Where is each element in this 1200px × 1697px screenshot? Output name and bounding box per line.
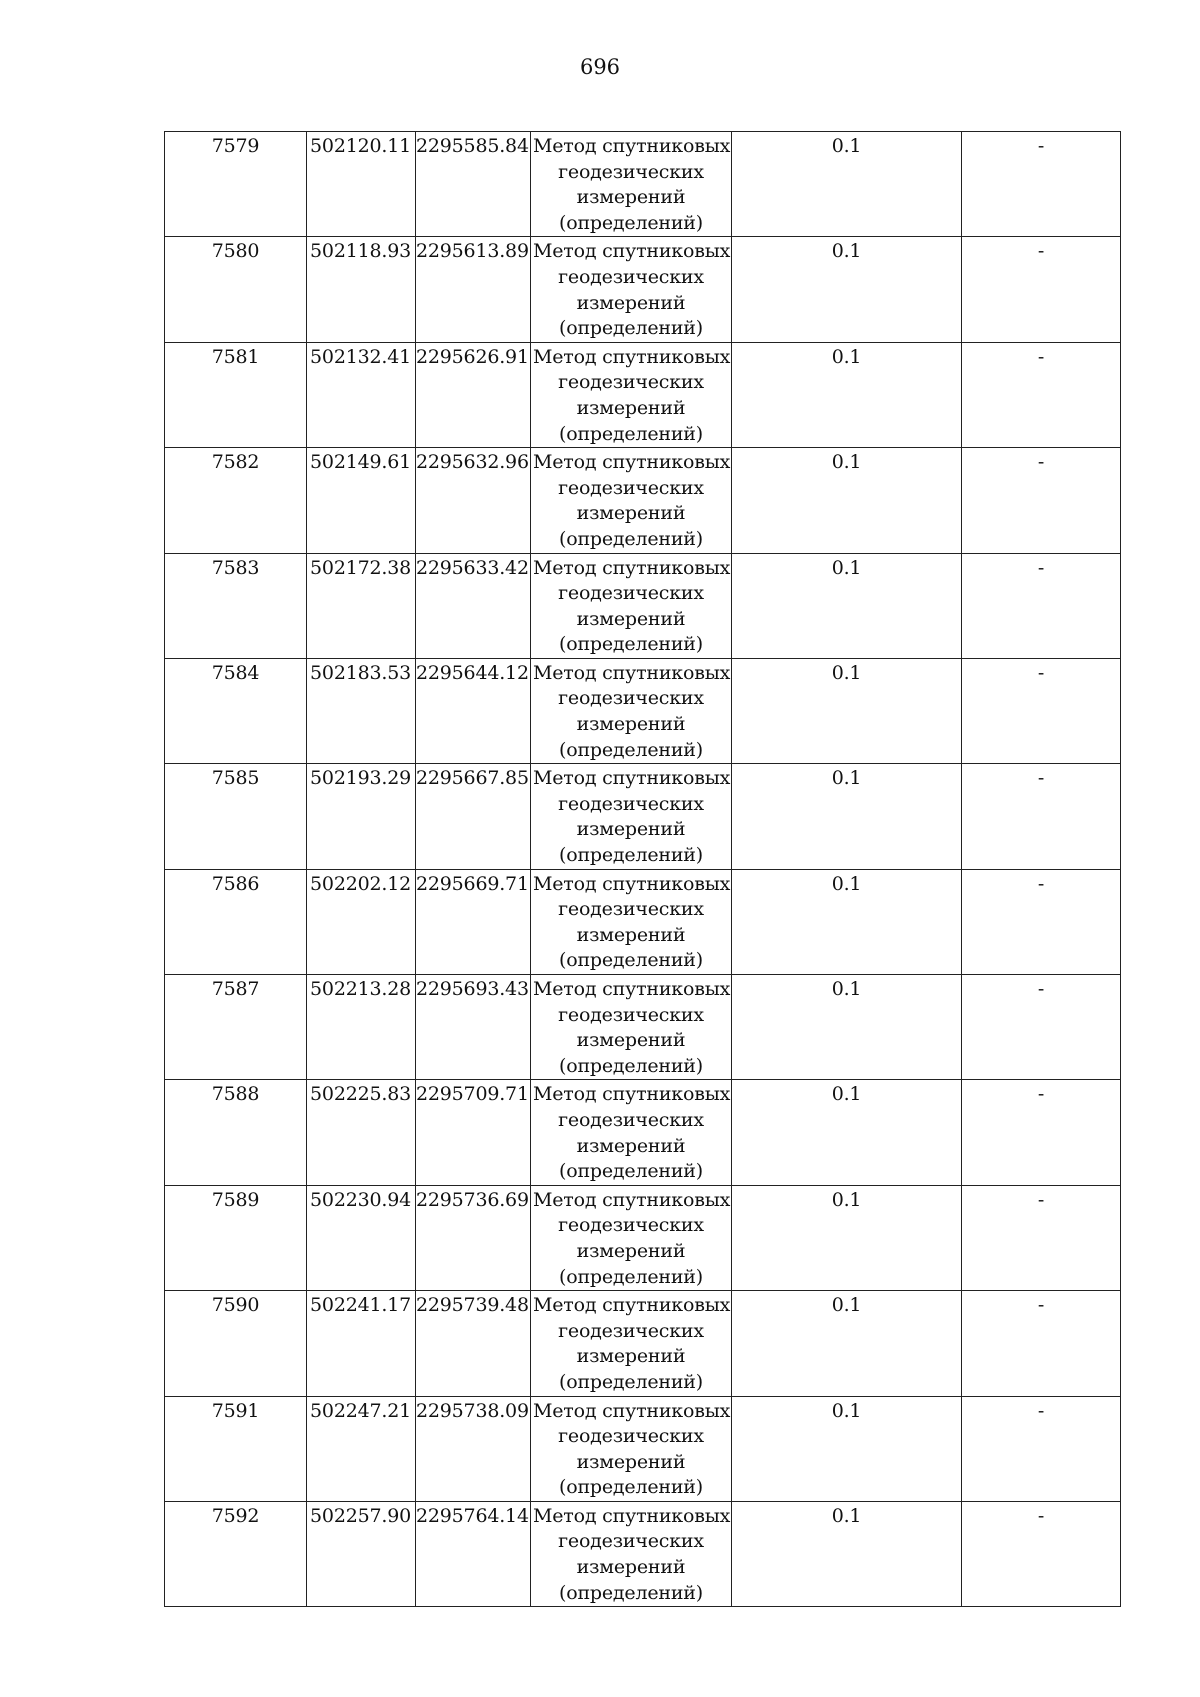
method-line: измерений (576, 713, 686, 736)
accuracy-cell: 0.1 (732, 132, 962, 237)
accuracy-cell: 0.1 (732, 553, 962, 658)
method-cell (531, 658, 732, 763)
accuracy-cell: 0.1 (732, 342, 962, 447)
method-line: (определений) (559, 527, 703, 550)
note-cell: - (962, 1501, 1121, 1606)
x-coordinate-cell: 502149.61 (307, 448, 416, 553)
x-coordinate-cell: 502183.53 (307, 658, 416, 763)
y-coordinate-cell: 2295626.91 (416, 342, 531, 447)
point-number-cell: 7589 (165, 1185, 307, 1290)
method-line: измерений (576, 502, 686, 525)
method-cell (531, 237, 732, 342)
method-line: (определений) (559, 211, 703, 234)
method-line: Метод спутниковых (533, 978, 731, 1000)
method-cell (531, 1501, 732, 1606)
method-line: геодезических (558, 792, 704, 815)
method-line: геодезических (558, 1319, 704, 1342)
table-row (165, 658, 1121, 763)
method-line: (определений) (559, 1370, 703, 1393)
method-line: Метод спутниковых (533, 556, 731, 579)
method-line: геодезических (558, 687, 704, 710)
accuracy-cell: 0.1 (732, 1501, 962, 1606)
method-line: (определений) (559, 633, 703, 656)
y-coordinate-cell: 2295667.85 (416, 764, 531, 869)
note-cell: - (962, 658, 1121, 763)
method-line: (определений) (559, 844, 703, 867)
method-line: Метод спутниковых (533, 240, 731, 263)
x-coordinate-cell: 502132.41 (307, 342, 416, 447)
point-number-cell: 7581 (165, 342, 307, 447)
method-line: Метод спутниковых (533, 345, 731, 368)
method-line: геодезических (558, 1530, 704, 1553)
point-number-cell: 7579 (165, 132, 307, 237)
method-line: измерений (576, 607, 686, 630)
method-line: измерений (576, 923, 686, 946)
method-line: измерений (576, 291, 686, 314)
accuracy-cell: 0.1 (732, 1396, 962, 1501)
x-coordinate-cell: 502172.38 (307, 553, 416, 658)
coordinates-table (164, 131, 1121, 1607)
method-line: геодезических (558, 1214, 704, 1237)
method-line: Метод спутниковых (533, 135, 731, 157)
method-line: (определений) (559, 422, 703, 445)
note-cell: - (962, 869, 1121, 974)
x-coordinate-cell: 502257.90 (307, 1501, 416, 1606)
method-line: Метод спутниковых (533, 1504, 731, 1527)
method-line: измерений (576, 1029, 686, 1052)
point-number-cell: 7590 (165, 1291, 307, 1396)
method-line: геодезических (558, 265, 704, 288)
method-line: измерений (576, 1345, 686, 1368)
method-line: (определений) (559, 1265, 703, 1288)
accuracy-cell: 0.1 (732, 1291, 962, 1396)
method-line: (определений) (559, 1581, 703, 1604)
point-number-cell: 7586 (165, 869, 307, 974)
point-number-cell: 7583 (165, 553, 307, 658)
note-cell: - (962, 975, 1121, 1080)
x-coordinate-cell: 502193.29 (307, 764, 416, 869)
table-row (165, 553, 1121, 658)
note-cell: - (962, 1396, 1121, 1501)
method-line: Метод спутниковых (533, 451, 731, 474)
method-line: измерений (576, 1239, 686, 1262)
table-row (165, 448, 1121, 553)
table-row (165, 1291, 1121, 1396)
method-line: Метод спутниковых (533, 1188, 731, 1211)
x-coordinate-cell: 502225.83 (307, 1080, 416, 1185)
method-line: (определений) (559, 738, 703, 761)
method-line: (определений) (559, 1476, 703, 1499)
y-coordinate-cell: 2295633.42 (416, 553, 531, 658)
table-row (165, 869, 1121, 974)
page-number: 696 (579, 55, 621, 79)
point-number-cell: 7591 (165, 1396, 307, 1501)
method-cell (531, 975, 732, 1080)
note-cell: - (962, 1185, 1121, 1290)
table-row (165, 132, 1121, 237)
note-cell: - (962, 553, 1121, 658)
method-line: измерений (576, 1134, 686, 1157)
note-cell: - (962, 764, 1121, 869)
point-number-cell: 7580 (165, 237, 307, 342)
method-line: Метод спутниковых (533, 1399, 731, 1422)
table-row (165, 342, 1121, 447)
accuracy-cell: 0.1 (732, 237, 962, 342)
accuracy-cell: 0.1 (732, 658, 962, 763)
table-row (165, 1080, 1121, 1185)
accuracy-cell: 0.1 (732, 975, 962, 1080)
x-coordinate-cell: 502118.93 (307, 237, 416, 342)
table-row (165, 1185, 1121, 1290)
point-number-cell: 7585 (165, 764, 307, 869)
method-line: Метод спутниковых (533, 1083, 731, 1106)
y-coordinate-cell: 2295613.89 (416, 237, 531, 342)
accuracy-cell: 0.1 (732, 764, 962, 869)
point-number-cell: 7587 (165, 975, 307, 1080)
method-line: геодезических (558, 1425, 704, 1448)
point-number-cell: 7588 (165, 1080, 307, 1185)
note-cell: - (962, 448, 1121, 553)
method-line: измерений (576, 396, 686, 419)
method-cell (531, 448, 732, 553)
table-body (165, 132, 1121, 1607)
method-line: геодезических (558, 1108, 704, 1131)
method-line: Метод спутниковых (533, 661, 731, 684)
note-cell: - (962, 1080, 1121, 1185)
table-row (165, 975, 1121, 1080)
note-cell: - (962, 132, 1121, 237)
accuracy-cell: 0.1 (732, 869, 962, 974)
method-line: геодезических (558, 898, 704, 921)
method-line: (определений) (559, 317, 703, 340)
x-coordinate-cell: 502202.12 (307, 869, 416, 974)
table-row (165, 764, 1121, 869)
table-row (165, 1501, 1121, 1606)
method-line: (определений) (559, 1160, 703, 1183)
method-cell (531, 869, 732, 974)
x-coordinate-cell: 502213.28 (307, 975, 416, 1080)
method-line: геодезических (558, 160, 704, 183)
x-coordinate-cell: 502120.11 (307, 132, 416, 237)
y-coordinate-cell: 2295644.12 (416, 658, 531, 763)
y-coordinate-cell: 2295669.71 (416, 869, 531, 974)
y-coordinate-cell: 2295693.43 (416, 975, 531, 1080)
method-line: (определений) (559, 949, 703, 972)
method-line: геодезических (558, 1003, 704, 1026)
y-coordinate-cell: 2295736.69 (416, 1185, 531, 1290)
method-line: геодезических (558, 371, 704, 394)
method-line: геодезических (558, 476, 704, 499)
x-coordinate-cell: 502247.21 (307, 1396, 416, 1501)
y-coordinate-cell: 2295632.96 (416, 448, 531, 553)
point-number-cell: 7584 (165, 658, 307, 763)
method-line: Метод спутниковых (533, 872, 731, 895)
method-cell (531, 132, 732, 237)
method-line: (определений) (559, 1054, 703, 1077)
method-cell (531, 553, 732, 658)
method-cell (531, 1080, 732, 1185)
method-cell (531, 1291, 732, 1396)
accuracy-cell: 0.1 (732, 1080, 962, 1185)
method-cell (531, 764, 732, 869)
point-number-cell: 7582 (165, 448, 307, 553)
method-line: измерений (576, 1450, 686, 1473)
method-line: Метод спутниковых (533, 767, 731, 790)
method-cell (531, 342, 732, 447)
accuracy-cell: 0.1 (732, 1185, 962, 1290)
accuracy-cell: 0.1 (732, 448, 962, 553)
y-coordinate-cell: 2295738.09 (416, 1396, 531, 1501)
method-cell (531, 1185, 732, 1290)
table-row (165, 1396, 1121, 1501)
x-coordinate-cell: 502230.94 (307, 1185, 416, 1290)
y-coordinate-cell: 2295709.71 (416, 1080, 531, 1185)
method-line: измерений (576, 186, 686, 209)
note-cell: - (962, 1291, 1121, 1396)
method-line: геодезических (558, 582, 704, 605)
y-coordinate-cell: 2295585.84 (416, 132, 531, 237)
table-row (165, 237, 1121, 342)
note-cell: - (962, 237, 1121, 342)
method-line: измерений (576, 818, 686, 841)
method-cell (531, 1396, 732, 1501)
y-coordinate-cell: 2295739.48 (416, 1291, 531, 1396)
method-line: Метод спутниковых (533, 1294, 731, 1317)
method-line: измерений (576, 1556, 686, 1579)
point-number-cell: 7592 (165, 1501, 307, 1606)
note-cell: - (962, 342, 1121, 447)
y-coordinate-cell: 2295764.14 (416, 1501, 531, 1606)
x-coordinate-cell: 502241.17 (307, 1291, 416, 1396)
